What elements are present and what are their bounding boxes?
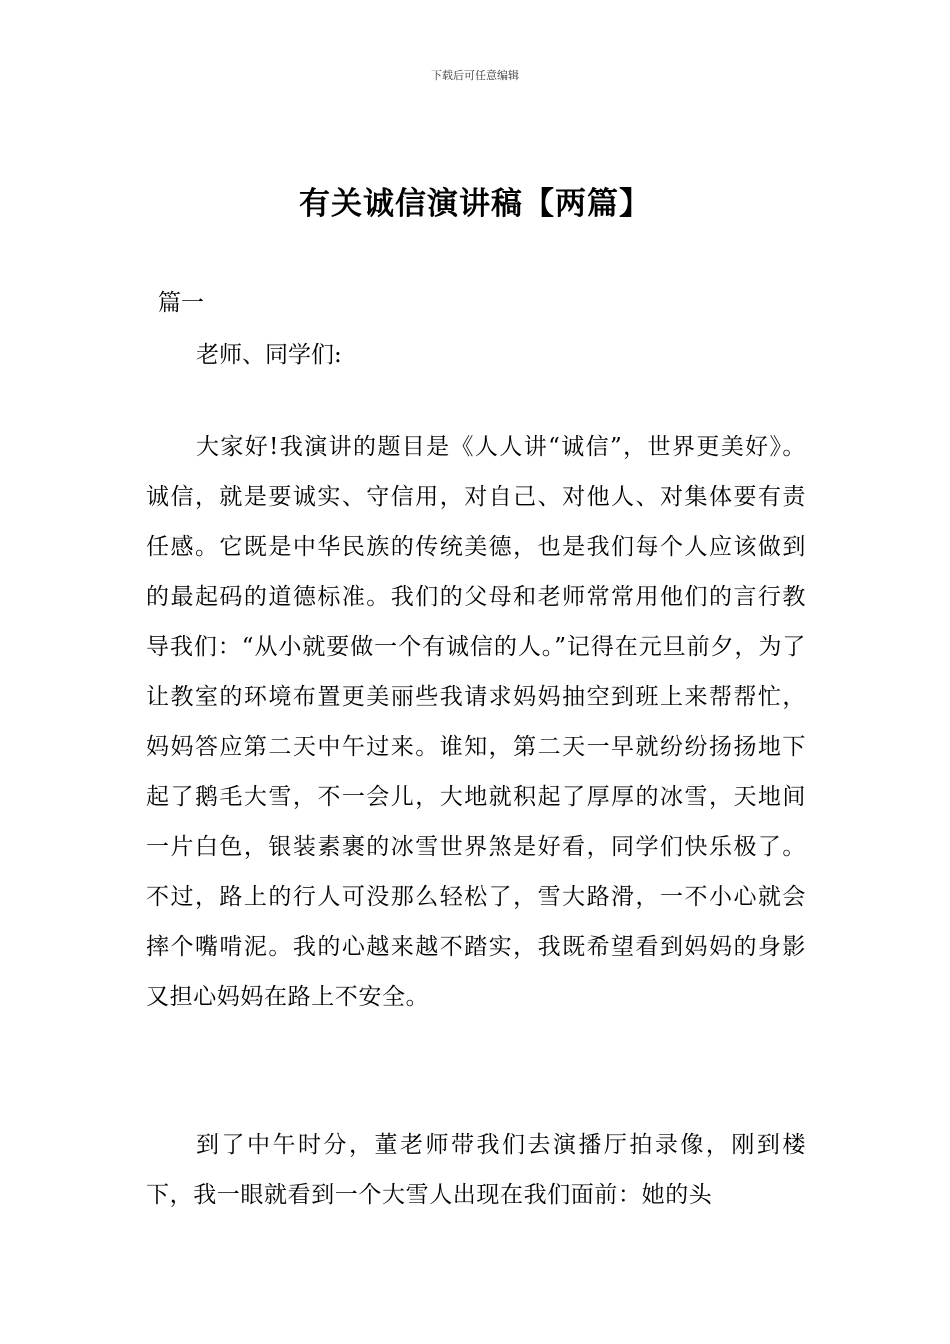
header-note: 下载后可任意编辑: [431, 69, 519, 82]
paragraph-1: 大家好!我演讲的题目是《人人讲“诚信”，世界更美好》。诚信，就是要诚实、守信用，对自己、对他人、对集体要有责任感。它既是中华民族的传统美德，也是我们每个人应该做到的最起码的道德标准。我们的父母和老师常常用他们的言行教导我们：“从小就要做一个有诚信的人。”记得在元旦前夕，为了让教室的环境布置更美丽些我请求妈妈抽空到班上来帮帮忙，妈妈答应第二天中午过来。谁知，第二天一早就纷纷扬扬地下起了鹅毛大雪，不一会儿，大地就积起了厚厚的冰雪，天地间一片白色，银装素裹的冰雪世界煞是好看，同学们快乐极了。不过，路上的行人可没那么轻松了，雪大路滑，一不小心就会摔个嘴啃泥。我的心越来越不踏实，我既希望看到妈妈的身影又担心妈妈在路上不安全。: [146, 434, 806, 1010]
section-label: 篇一: [158, 290, 204, 316]
paragraph-2: 到了中午时分，董老师带我们去演播厅拍录像，刚到楼下，我一眼就看到一个大雪人出现在我们面前：她的头: [146, 1132, 806, 1208]
salutation: 老师、同学们:: [196, 342, 342, 368]
document-title: 有关诚信演讲稿【两篇】: [299, 186, 651, 222]
